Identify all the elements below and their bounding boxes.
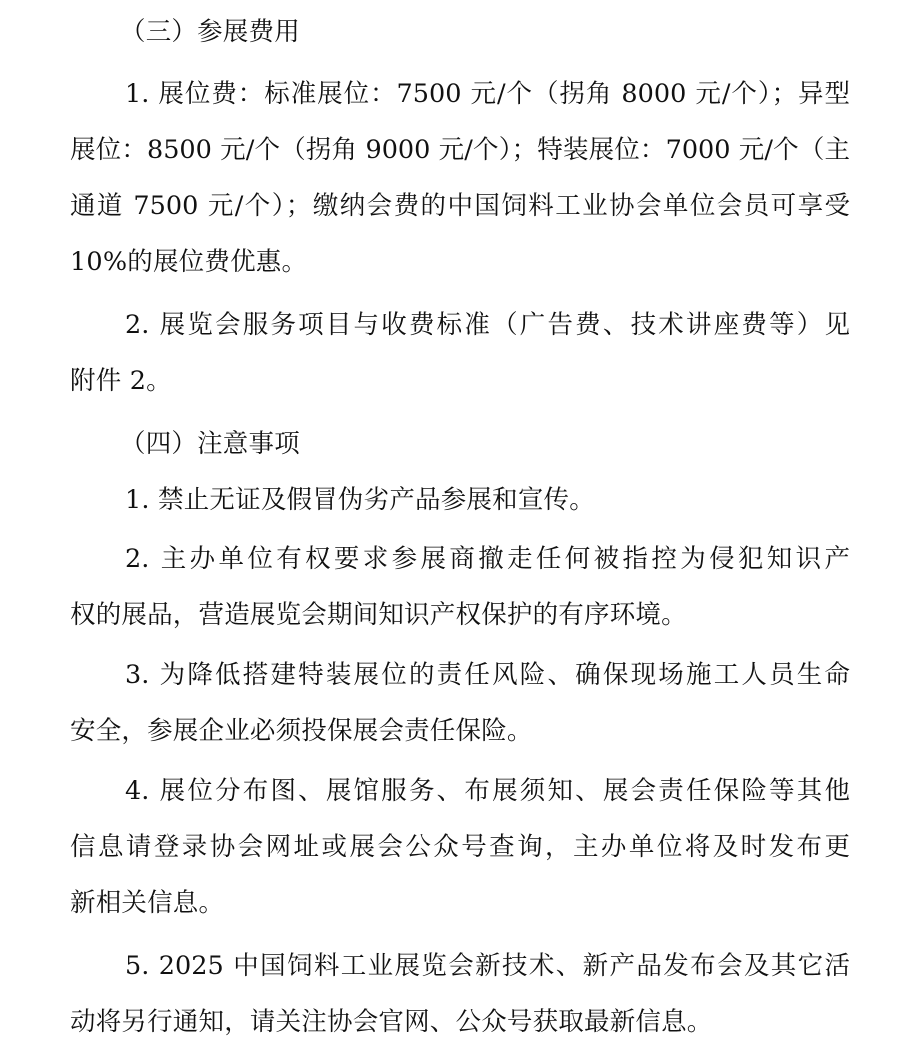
section-heading-3: （三）参展费用	[120, 17, 300, 47]
notice-item-5-line-2: 动将另行通知，请关注协会官网、公众号获取最新信息。	[70, 1007, 713, 1037]
notice-item-4-line-3: 新相关信息。	[70, 888, 225, 918]
notice-item-4-line-2: 信息请登录协会网址或展会公众号查询，主办单位将及时发布更	[70, 832, 850, 862]
notice-item-5-line-1: 5. 2025 中国饲料工业展览会新技术、新产品发布会及其它活	[125, 951, 850, 981]
notice-item-3-line-1: 3. 为降低搭建特装展位的责任风险、确保现场施工人员生命	[125, 660, 850, 690]
notice-item-1-line-1: 1. 禁止无证及假冒伪劣产品参展和宣传。	[125, 485, 595, 515]
fee-item-2-line-1: 2. 展览会服务项目与收费标准（广告费、技术讲座费等）见	[125, 310, 850, 340]
notice-item-2-line-2: 权的展品，营造展览会期间知识产权保护的有序环境。	[70, 600, 687, 630]
fee-item-1-line-3: 通道 7500 元/个）；缴纳会费的中国饲料工业协会单位会员可享受	[70, 191, 850, 221]
fee-item-2-line-2: 附件 2。	[70, 366, 172, 396]
notice-item-3-line-2: 安全，参展企业必须投保展会责任保险。	[70, 716, 533, 746]
fee-item-1-line-2: 展位：8500 元/个（拐角 9000 元/个）；特装展位：7000 元/个（主	[70, 135, 850, 165]
fee-item-1-line-1: 1. 展位费：标准展位：7500 元/个（拐角 8000 元/个）；异型	[125, 79, 850, 109]
section-heading-4: （四）注意事项	[120, 429, 300, 459]
fee-item-1-line-4: 10%的展位费优惠。	[70, 247, 308, 277]
notice-item-4-line-1: 4. 展位分布图、展馆服务、布展须知、展会责任保险等其他	[125, 776, 850, 806]
notice-item-2-line-1: 2. 主办单位有权要求参展商撤走任何被指控为侵犯知识产	[125, 544, 850, 574]
